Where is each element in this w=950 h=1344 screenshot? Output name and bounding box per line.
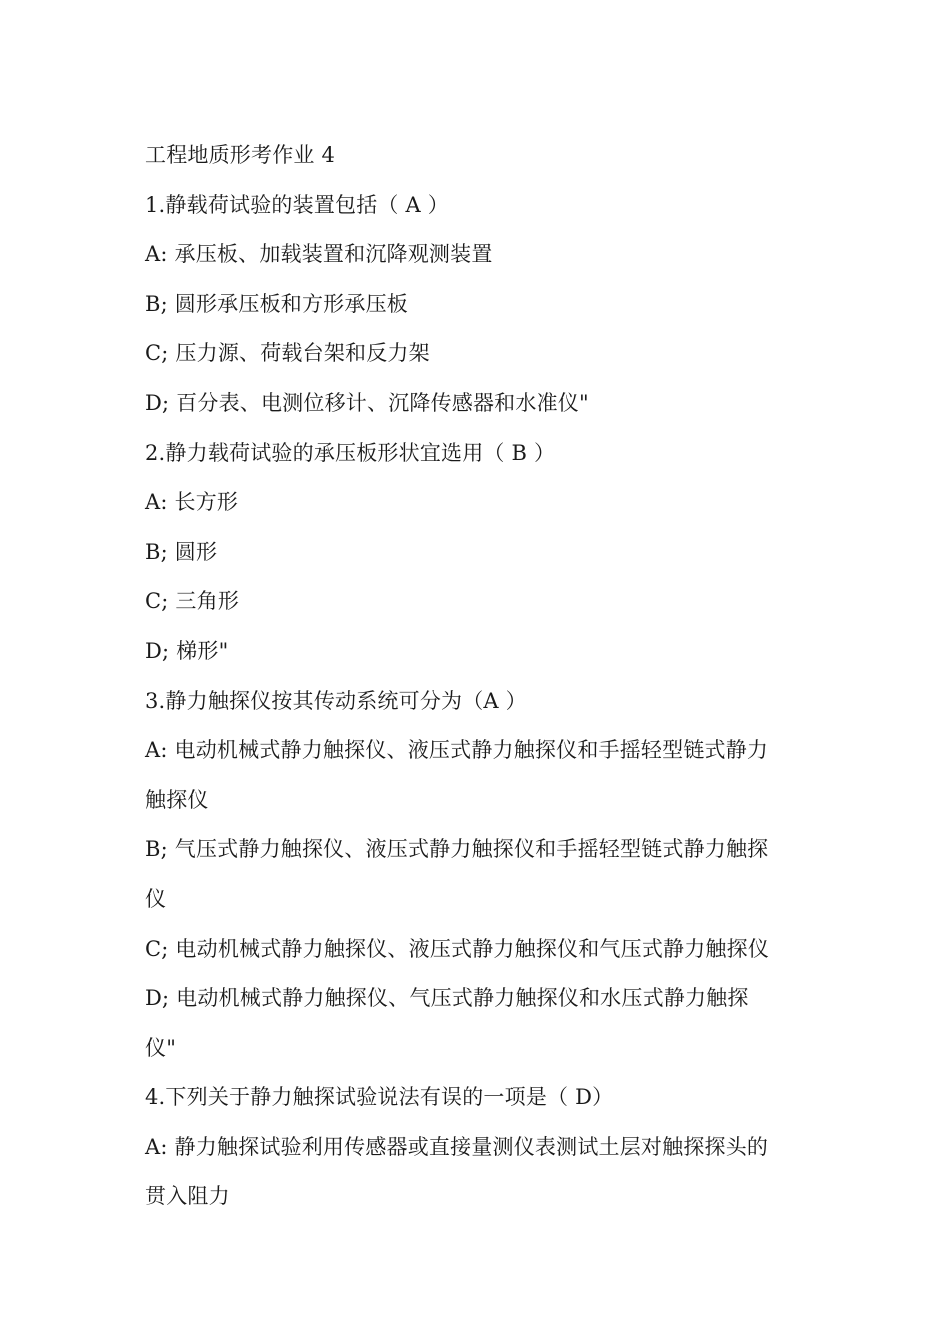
question-3-option-b: B; 气压式静力触探仪、液压式静力触探仪和手摇轻型链式静力触探 [145, 837, 769, 862]
question-1: 1.静载荷试验的装置包括（ A ） [145, 192, 449, 217]
document-content [145, 131, 813, 1222]
question-3: 3.静力触探仪按其传动系统可分为（A ） [145, 688, 527, 713]
question-1-option-b: B; 圆形承压板和方形承压板 [145, 291, 408, 316]
question-3-option-d: D; 电动机械式静力触探仪、气压式静力触探仪和水压式静力触探 [145, 986, 749, 1011]
question-3-option-c: C; 电动机械式静力触探仪、液压式静力触探仪和气压式静力触探仪 [145, 936, 770, 961]
question-4-option-a: A: 静力触探试验利用传感器或直接量测仪表测试土层对触探探头的 [145, 1134, 769, 1159]
question-1-option-c: C; 压力源、荷载台架和反力架 [145, 341, 430, 366]
question-4: 4.下列关于静力触探试验说法有误的一项是（ D） [145, 1085, 614, 1110]
question-2-option-d: D; 梯形" [145, 638, 229, 663]
question-1-option-a: A: 承压板、加载装置和沉降观测装置 [145, 242, 493, 267]
question-3-option-a-continued: 触探仪 [145, 787, 209, 812]
document-title: 工程地质形考作业 4 [145, 143, 336, 167]
question-2-option-a: A: 长方形 [145, 490, 239, 515]
question-2-option-b: B; 圆形 [145, 539, 218, 564]
question-3-option-d-continued: 仪" [145, 1035, 177, 1060]
question-3-option-b-continued: 仪 [145, 886, 167, 911]
question-4-option-a-continued: 贯入阻力 [145, 1184, 230, 1209]
question-2-option-c: C; 三角形 [145, 589, 240, 614]
question-2: 2.静力载荷试验的承压板形状宜选用（ B ） [145, 440, 556, 465]
question-1-option-d: D; 百分表、电测位移计、沉降传感器和水准仪" [145, 390, 589, 415]
question-3-option-a: A: 电动机械式静力触探仪、液压式静力触探仪和手摇轻型链式静力 [145, 738, 769, 763]
